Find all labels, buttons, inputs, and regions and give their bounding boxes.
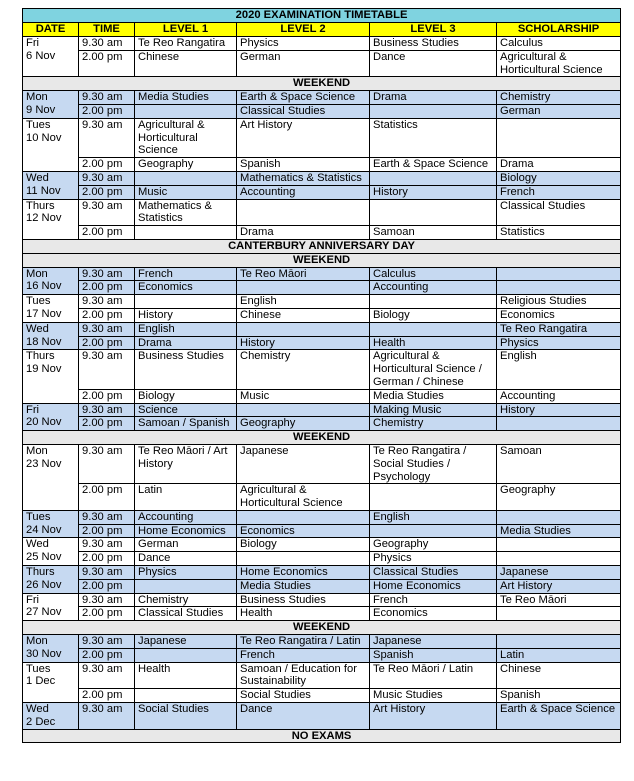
date-cell [23,593,79,621]
session-row [23,199,621,226]
timetable-container [22,8,620,743]
scholarship-cell: Japanese [497,566,621,580]
header-date: DATE [23,23,79,37]
level-2-cell: Samoan / Education for Sustainability [237,662,370,689]
level-3-cell: Business Studies [370,37,497,51]
scholarship-cell [497,417,621,431]
session-row [23,226,621,240]
time-cell: 9.30 am [79,350,135,389]
separator-row [23,729,621,743]
session-row [23,444,621,483]
session-row [23,389,621,403]
scholarship-cell: Te Reo Māori [497,593,621,607]
scholarship-cell [497,267,621,281]
date-weekday: Mon [26,91,48,104]
date-day: 23 Nov [26,457,62,470]
time-cell: 9.30 am [79,593,135,607]
level-3-cell [370,295,497,309]
scholarship-cell: Classical Studies [497,199,621,226]
level-2-cell: Te Reo Rangatira / Latin [237,635,370,649]
session-row [23,538,621,552]
date-day: 20 Nov [26,416,62,429]
date-cell [23,118,79,171]
level-3-cell: Health [370,336,497,350]
level-2-cell: Music [237,389,370,403]
timetable-body [23,37,621,743]
scholarship-cell: History [497,403,621,417]
session-row [23,566,621,580]
session-row [23,648,621,662]
level-2-cell [237,403,370,417]
level-1-cell: Health [135,662,237,689]
separator-row [23,431,621,445]
level-3-cell [370,199,497,226]
time-cell: 2.00 pm [79,552,135,566]
level-3-cell: Accounting [370,281,497,295]
level-3-cell: Biology [370,308,497,322]
scholarship-cell: Biology [497,171,621,185]
session-row [23,484,621,511]
separator-label: WEEKEND [23,621,621,635]
level-2-cell: Accounting [237,185,370,199]
level-3-cell: English [370,510,497,524]
date-weekday: Mon [26,635,48,648]
level-3-cell [370,171,497,185]
level-1-cell: Japanese [135,635,237,649]
level-1-cell: Accounting [135,510,237,524]
date-day: 24 Nov [26,523,62,536]
session-row [23,171,621,185]
date-cell [23,566,79,594]
time-cell: 9.30 am [79,635,135,649]
date-day: 11 Nov [26,184,61,197]
date-cell [23,267,79,295]
level-1-cell: French [135,267,237,281]
session-row [23,510,621,524]
scholarship-cell: Samoan [497,444,621,483]
level-3-cell: Drama [370,91,497,105]
header-scholarship: SCHOLARSHIP [497,23,621,37]
level-1-cell: English [135,322,237,336]
session-row [23,158,621,172]
level-1-cell: Chinese [135,50,237,77]
level-1-cell: Latin [135,484,237,511]
level-3-cell [370,484,497,511]
scholarship-cell: Religious Studies [497,295,621,309]
date-cell [23,171,79,199]
date-cell [23,444,79,510]
time-cell: 9.30 am [79,403,135,417]
scholarship-cell [497,510,621,524]
time-cell: 9.30 am [79,295,135,309]
date-weekday: Tues [26,118,51,131]
level-3-cell: Japanese [370,635,497,649]
scholarship-cell [497,281,621,295]
time-cell: 2.00 pm [79,50,135,77]
level-2-cell: Physics [237,37,370,51]
session-row [23,403,621,417]
time-cell: 9.30 am [79,171,135,185]
session-row [23,689,621,703]
separator-label: WEEKEND [23,253,621,267]
level-2-cell: Chinese [237,308,370,322]
date-cell [23,538,79,566]
session-row [23,579,621,593]
date-weekday: Fri [26,403,40,416]
separator-label: CANTERBURY ANNIVERSARY DAY [23,239,621,253]
separator-row [23,621,621,635]
level-2-cell: Japanese [237,444,370,483]
date-weekday: Fri [26,593,40,606]
level-3-cell [370,104,497,118]
level-1-cell [135,171,237,185]
level-3-cell: History [370,185,497,199]
separator-label: WEEKEND [23,431,621,445]
session-row [23,322,621,336]
level-2-cell: Drama [237,226,370,240]
level-1-cell: History [135,308,237,322]
level-3-cell: Calculus [370,267,497,281]
time-cell: 2.00 pm [79,648,135,662]
header-time: TIME [79,23,135,37]
level-3-cell: Making Music [370,403,497,417]
level-1-cell: Geography [135,158,237,172]
time-cell: 9.30 am [79,322,135,336]
date-weekday: Wed [26,171,49,184]
level-3-cell: Agricultural & Horticultural Science / German / Chinese [370,350,497,389]
date-day: 18 Nov [26,335,62,348]
scholarship-cell: Latin [497,648,621,662]
level-2-cell: Biology [237,538,370,552]
date-weekday: Thurs [26,199,55,212]
header-level-3: LEVEL 3 [370,23,497,37]
scholarship-cell: Media Studies [497,524,621,538]
time-cell: 9.30 am [79,662,135,689]
level-2-cell: Health [237,607,370,621]
date-cell [23,199,79,239]
level-1-cell: Media Studies [135,91,237,105]
level-1-cell [135,295,237,309]
exam-timetable [22,8,621,743]
scholarship-cell: French [497,185,621,199]
scholarship-cell: Geography [497,484,621,511]
scholarship-cell: Accounting [497,389,621,403]
scholarship-cell: Spanish [497,689,621,703]
separator-row [23,253,621,267]
time-cell: 2.00 pm [79,607,135,621]
date-day: 25 Nov [26,551,62,564]
level-2-cell: Business Studies [237,593,370,607]
separator-row [23,239,621,253]
time-cell: 9.30 am [79,703,135,730]
date-day: 30 Nov [26,647,62,660]
date-day: 6 Nov [26,49,56,62]
session-row [23,607,621,621]
scholarship-cell: Calculus [497,37,621,51]
scholarship-cell [497,118,621,157]
level-2-cell: Art History [237,118,370,157]
level-3-cell: Statistics [370,118,497,157]
session-row [23,91,621,105]
time-cell: 2.00 pm [79,524,135,538]
level-3-cell: Dance [370,50,497,77]
header-level-1: LEVEL 1 [135,23,237,37]
date-weekday: Thurs [26,350,55,363]
date-day: 17 Nov [26,307,62,320]
session-row [23,185,621,199]
session-row [23,104,621,118]
scholarship-cell [497,635,621,649]
level-3-cell: Physics [370,552,497,566]
level-2-cell: Economics [237,524,370,538]
level-1-cell [135,579,237,593]
level-1-cell: Social Studies [135,703,237,730]
level-1-cell: Home Economics [135,524,237,538]
date-cell [23,295,79,323]
session-row [23,336,621,350]
level-1-cell [135,104,237,118]
level-1-cell [135,226,237,240]
session-row [23,552,621,566]
level-2-cell [237,510,370,524]
scholarship-cell: Drama [497,158,621,172]
level-1-cell: Classical Studies [135,607,237,621]
time-cell: 2.00 pm [79,226,135,240]
time-cell: 9.30 am [79,199,135,226]
session-row [23,524,621,538]
time-cell: 2.00 pm [79,389,135,403]
date-cell [23,510,79,538]
session-row [23,281,621,295]
session-row [23,703,621,730]
level-2-cell: History [237,336,370,350]
time-cell: 2.00 pm [79,281,135,295]
level-3-cell [370,524,497,538]
level-3-cell: French [370,593,497,607]
level-2-cell: Home Economics [237,566,370,580]
time-cell: 9.30 am [79,91,135,105]
time-cell: 2.00 pm [79,484,135,511]
level-3-cell [370,322,497,336]
date-day: 27 Nov [26,606,62,619]
date-day: 9 Nov [26,103,56,116]
session-row [23,50,621,77]
level-2-cell: Mathematics & Statistics [237,171,370,185]
date-cell [23,403,79,431]
scholarship-cell: Statistics [497,226,621,240]
level-2-cell: Dance [237,703,370,730]
date-cell [23,322,79,350]
level-2-cell: Media Studies [237,579,370,593]
date-weekday: Tues [26,662,51,675]
level-1-cell: Music [135,185,237,199]
session-row [23,308,621,322]
level-1-cell [135,689,237,703]
level-3-cell: Home Economics [370,579,497,593]
level-3-cell: Classical Studies [370,566,497,580]
level-2-cell: Spanish [237,158,370,172]
scholarship-cell: Te Reo Rangatira [497,322,621,336]
time-cell: 9.30 am [79,538,135,552]
level-2-cell: Te Reo Māori [237,267,370,281]
level-2-cell [237,322,370,336]
time-cell: 9.30 am [79,566,135,580]
time-cell: 2.00 pm [79,579,135,593]
scholarship-cell: German [497,104,621,118]
level-2-cell: English [237,295,370,309]
level-3-cell: Geography [370,538,497,552]
time-cell: 2.00 pm [79,158,135,172]
date-day: 10 Nov [26,131,62,144]
date-weekday: Wed [26,538,49,551]
date-weekday: Mon [26,267,48,280]
session-row [23,37,621,51]
level-1-cell: German [135,538,237,552]
level-1-cell: Te Reo Rangatira [135,37,237,51]
date-cell [23,91,79,119]
separator-row [23,77,621,91]
level-2-cell: Social Studies [237,689,370,703]
date-day: 26 Nov [26,578,62,591]
scholarship-cell [497,538,621,552]
session-row [23,662,621,689]
level-3-cell: Te Reo Māori / Latin [370,662,497,689]
time-cell: 2.00 pm [79,417,135,431]
separator-label: NO EXAMS [23,729,621,743]
level-3-cell: Samoan [370,226,497,240]
level-2-cell: Earth & Space Science [237,91,370,105]
scholarship-cell [497,607,621,621]
session-row [23,635,621,649]
level-1-cell: Chemistry [135,593,237,607]
session-row [23,295,621,309]
level-1-cell: Economics [135,281,237,295]
time-cell: 2.00 pm [79,185,135,199]
scholarship-cell: Chemistry [497,91,621,105]
level-1-cell: Science [135,403,237,417]
scholarship-cell: Agricultural & Horticultural Science [497,50,621,77]
date-weekday: Tues [26,510,51,523]
session-row [23,267,621,281]
time-cell: 9.30 am [79,444,135,483]
level-1-cell: Dance [135,552,237,566]
scholarship-cell: Economics [497,308,621,322]
date-day: 2 Dec [26,715,56,728]
level-3-cell: Te Reo Rangatira / Social Studies / Psychology [370,444,497,483]
date-day: 16 Nov [26,280,62,293]
time-cell: 2.00 pm [79,308,135,322]
title-row [23,9,621,23]
session-row [23,350,621,389]
time-cell: 2.00 pm [79,336,135,350]
time-cell: 9.30 am [79,267,135,281]
level-2-cell [237,552,370,566]
level-3-cell: Economics [370,607,497,621]
timetable-title: 2020 EXAMINATION TIMETABLE [23,9,621,23]
date-cell [23,662,79,702]
level-2-cell [237,199,370,226]
level-1-cell: Te Reo Māori / Art History [135,444,237,483]
level-1-cell: Agricultural & Horticultural Science [135,118,237,157]
scholarship-cell: Art History [497,579,621,593]
level-3-cell: Chemistry [370,417,497,431]
header-level-2: LEVEL 2 [237,23,370,37]
date-weekday: Wed [26,322,49,335]
level-2-cell: French [237,648,370,662]
date-cell [23,37,79,77]
level-2-cell [237,281,370,295]
date-weekday: Fri [26,37,40,49]
level-1-cell [135,648,237,662]
header-row [23,23,621,37]
scholarship-cell: Chinese [497,662,621,689]
time-cell: 2.00 pm [79,104,135,118]
level-3-cell: Spanish [370,648,497,662]
separator-label: WEEKEND [23,77,621,91]
level-1-cell: Mathematics & Statistics [135,199,237,226]
date-cell [23,703,79,730]
session-row [23,417,621,431]
scholarship-cell: Physics [497,336,621,350]
date-cell [23,635,79,663]
session-row [23,118,621,157]
date-day: 19 Nov [26,363,62,376]
level-3-cell: Art History [370,703,497,730]
scholarship-cell: Earth & Space Science [497,703,621,730]
scholarship-cell: English [497,350,621,389]
date-day: 12 Nov [26,212,62,225]
scholarship-cell [497,552,621,566]
level-1-cell: Physics [135,566,237,580]
level-2-cell: Chemistry [237,350,370,389]
time-cell: 9.30 am [79,37,135,51]
date-day: 1 Dec [26,675,56,688]
level-3-cell: Earth & Space Science [370,158,497,172]
level-1-cell: Drama [135,336,237,350]
level-3-cell: Media Studies [370,389,497,403]
level-2-cell: German [237,50,370,77]
level-2-cell: Agricultural & Horticultural Science [237,484,370,511]
date-weekday: Mon [26,444,48,457]
level-1-cell: Samoan / Spanish [135,417,237,431]
level-1-cell: Biology [135,389,237,403]
level-2-cell: Geography [237,417,370,431]
date-weekday: Tues [26,295,51,308]
level-3-cell: Music Studies [370,689,497,703]
time-cell: 2.00 pm [79,689,135,703]
date-weekday: Wed [26,703,49,716]
date-cell [23,350,79,403]
time-cell: 9.30 am [79,118,135,157]
time-cell: 9.30 am [79,510,135,524]
date-weekday: Thurs [26,566,55,579]
session-row [23,593,621,607]
level-1-cell: Business Studies [135,350,237,389]
level-2-cell: Classical Studies [237,104,370,118]
